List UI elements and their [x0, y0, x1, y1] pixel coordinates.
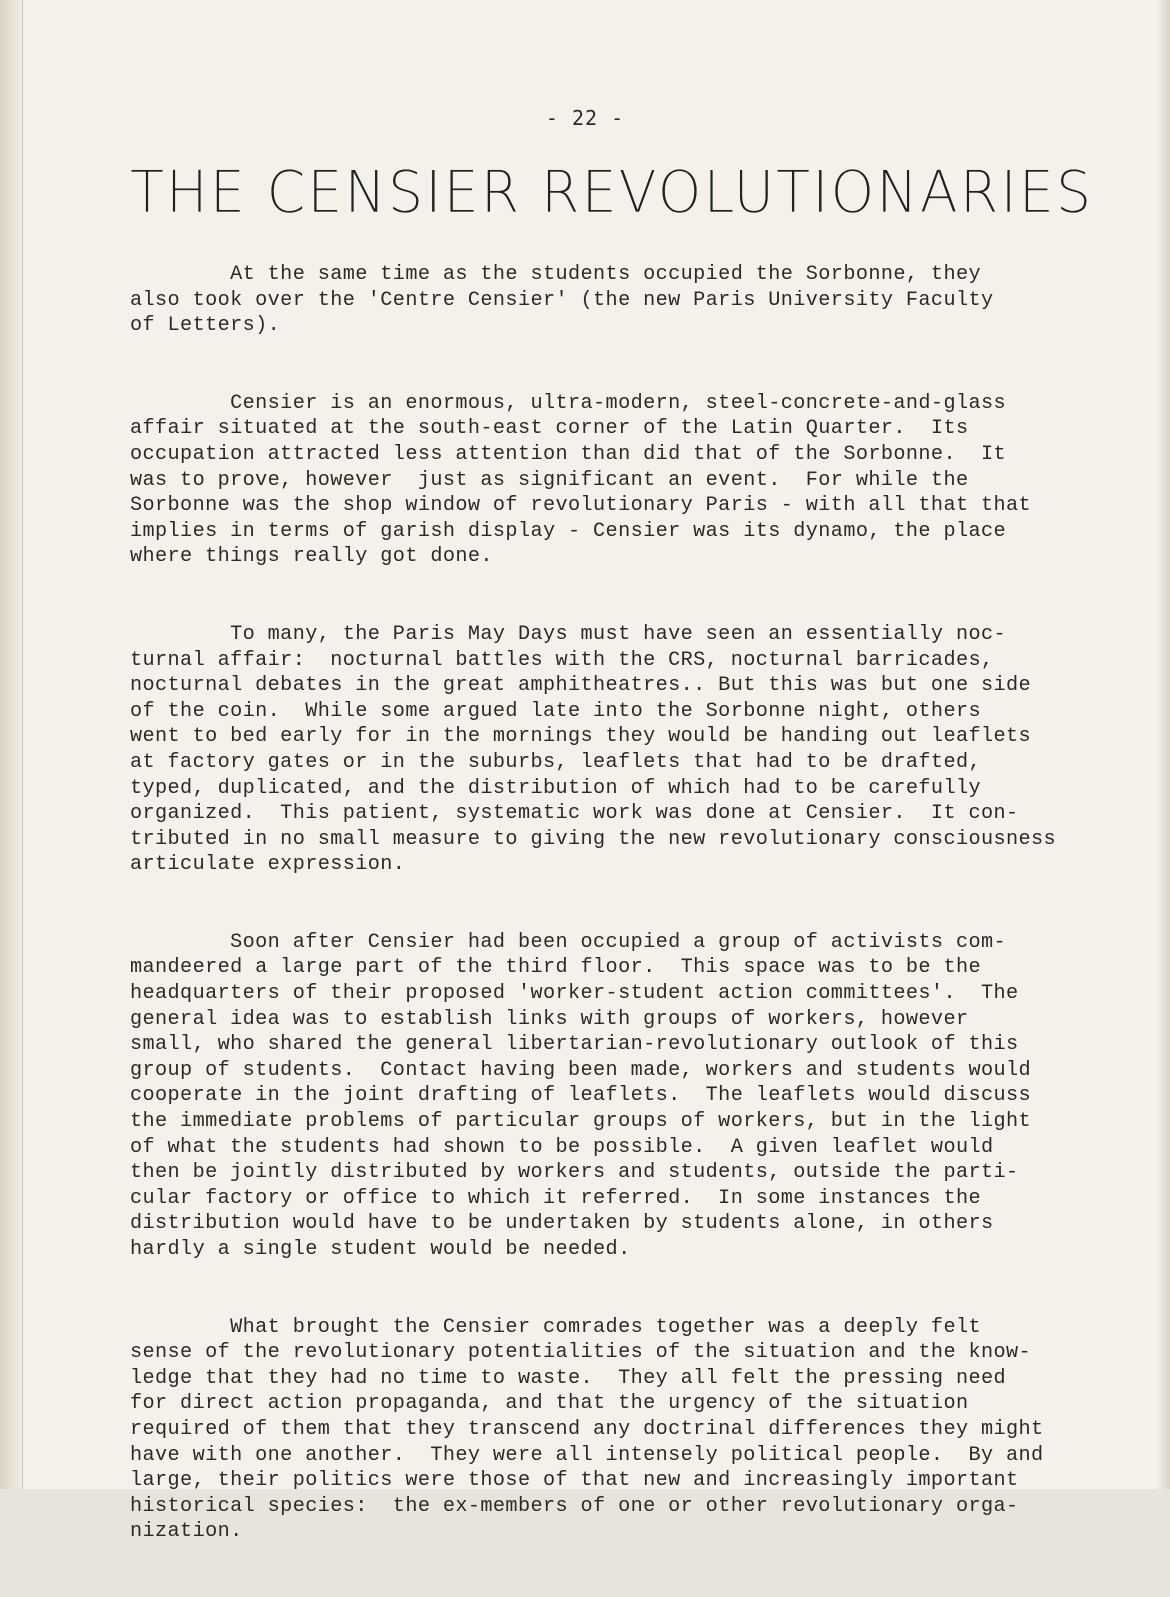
text-line: Sorbonne was the shop window of revolutionary Paris - with all that that: [130, 494, 1032, 518]
text-line: historical species: the ex-members of one or other revolutionary orga-: [130, 1494, 1019, 1518]
paragraph: [130, 1315, 1130, 1545]
text-line: At the same time as the students occupied the Sorbonne, they: [130, 263, 981, 286]
text-line: nization.: [130, 1520, 243, 1544]
text-line: was to prove, however just as significant an event. For while the: [130, 468, 969, 492]
text-line: hardly a single student would be needed.: [130, 1238, 631, 1261]
paragraph: [130, 391, 1130, 570]
text-line: nocturnal debates in the great amphitheatres.. But this was but one side: [130, 674, 1032, 698]
text-line: affair situated at the south-east corner of the Latin Quarter. Its: [130, 417, 969, 441]
paragraph: [130, 622, 1130, 878]
text-line: headquarters of their proposed 'worker-student action committees'. The: [130, 982, 1019, 1006]
paragraph: [130, 262, 1130, 339]
text-line: of the coin. While some argued late into the Sorbonne night, others: [130, 699, 981, 723]
chapter-title: THE CENSIER REVOLUTIONARIES: [130, 158, 1094, 226]
text-line: the immediate problems of particular groups of workers, but in the light: [130, 1110, 1032, 1134]
text-line: general idea was to establish links with groups of workers, however: [130, 1007, 969, 1031]
text-line: articulate expression.: [130, 853, 406, 877]
text-line: also took over the 'Centre Censier' (the new Paris University Faculty: [130, 288, 994, 312]
text-line: What brought the Censier comrades together was a deeply felt: [130, 1315, 981, 1339]
text-line: sense of the revolutionary potentialities of the situation and the know-: [130, 1341, 1032, 1365]
text-line: group of students. Contact having been made, workers and students would: [130, 1058, 1032, 1082]
text-line: at factory gates or in the suburbs, leaflets that had to be drafted,: [130, 750, 981, 774]
text-line: distribution would have to be undertaken by students alone, in others: [130, 1212, 994, 1236]
text-line: turnal affair: nocturnal battles with the CRS, nocturnal barricades,: [130, 648, 994, 672]
text-line: for direct action propaganda, and that the urgency of the situation: [130, 1392, 969, 1416]
text-line: implies in terms of garish display - Censier was its dynamo, the place: [130, 519, 1007, 543]
body-text: [130, 262, 1130, 1597]
text-line: have with one another. They were all intensely political people. By and: [130, 1443, 1044, 1467]
page-edge-shadow: [1156, 0, 1170, 1489]
text-line: then be jointly distributed by workers and students, outside the parti-: [130, 1161, 1019, 1185]
text-line: small, who shared the general libertarian-revolutionary outlook of this: [130, 1033, 1019, 1057]
text-line: cooperate in the joint drafting of leaflets. The leaflets would discuss: [130, 1084, 1032, 1108]
text-line: organized. This patient, systematic work was done at Censier. It con-: [130, 802, 1019, 826]
text-line: went to bed early for in the mornings they would be handing out leaflets: [130, 725, 1032, 749]
text-line: typed, duplicated, and the distribution of which had to be carefully: [130, 776, 981, 800]
page-number: - 22 -: [545, 106, 625, 130]
paragraph: [130, 930, 1130, 1263]
text-line: of what the students had shown to be possible. A given leaflet would: [130, 1135, 994, 1159]
text-line: large, their politics were those of that new and increasingly important: [130, 1469, 1019, 1493]
text-line: cular factory or office to which it referred. In some instances the: [130, 1186, 981, 1210]
text-line: where things really got done.: [130, 545, 493, 569]
text-line: Censier is an enormous, ultra-modern, steel-concrete-and-glass: [130, 391, 1007, 415]
text-line: required of them that they transcend any doctrinal differences they might: [130, 1417, 1044, 1441]
text-line: occupation attracted less attention than did that of the Sorbonne. It: [130, 442, 1007, 466]
text-line: ledge that they had no time to waste. They all felt the pressing need: [130, 1366, 1007, 1390]
text-line: To many, the Paris May Days must have seen an essentially noc-: [130, 622, 1007, 646]
text-line: Soon after Censier had been occupied a group of activists com-: [130, 930, 1007, 954]
binding-edge: [0, 0, 23, 1489]
text-line: of Letters).: [130, 314, 281, 338]
text-line: tributed in no small measure to giving the new revolutionary consciousness: [130, 827, 1057, 851]
text-line: mandeered a large part of the third floor. This space was to be the: [130, 956, 981, 980]
